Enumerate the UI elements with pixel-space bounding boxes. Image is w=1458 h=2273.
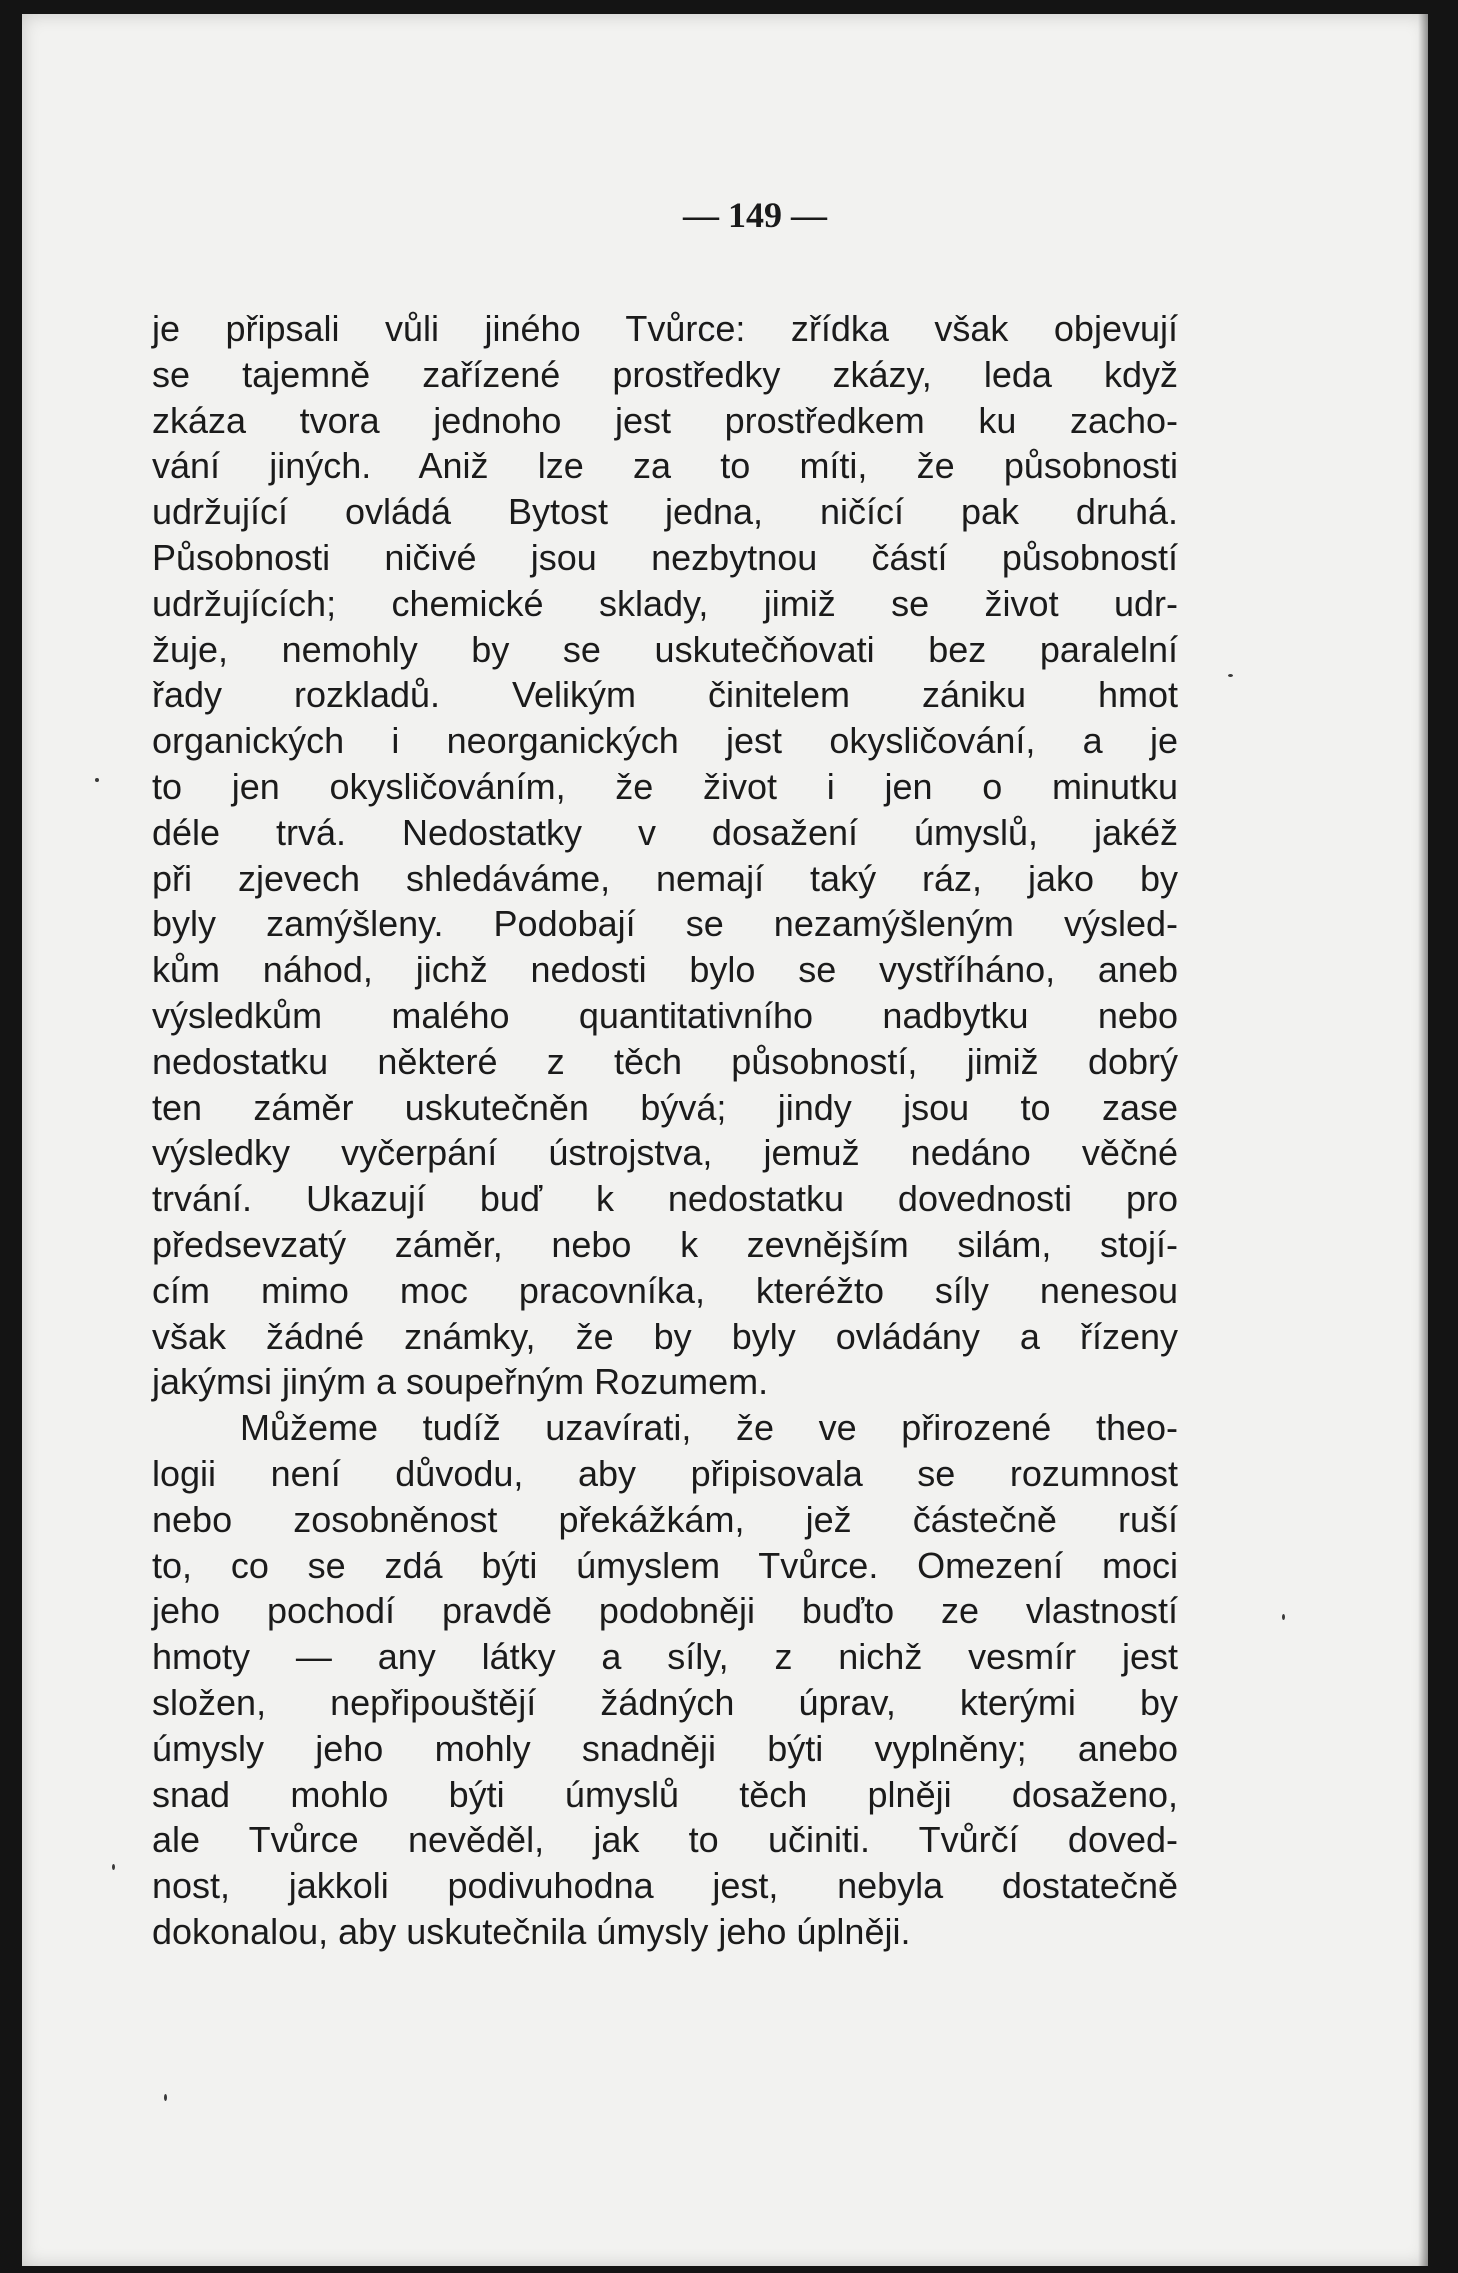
text-line: řady rozkladů. Velikým činitelem zániku hmot [152, 674, 1178, 716]
ink-speck [1228, 674, 1233, 677]
ink-speck [95, 778, 99, 782]
text-line: zkáza tvora jednoho jest prostředkem ku zacho- [152, 399, 1178, 441]
page-edge-shadow [1418, 14, 1428, 2266]
text-line: se tajemně zařízené prostředky zkázy, leda když [152, 353, 1178, 395]
text-line: trvání. Ukazují buď k nedostatku dovednosti pro [152, 1178, 1178, 1220]
text-line: logii není důvodu, aby připisovala se rozumnost [152, 1452, 1178, 1494]
text-line: byly zamýšleny. Podobají se nezamýšleným výsled- [152, 903, 1178, 945]
text-line: složen, nepřipouštějí žádných úprav, kterými by [152, 1681, 1178, 1723]
ink-speck [112, 1864, 115, 1870]
text-line: cím mimo moc pracovníka, kteréžto síly nenesou [152, 1269, 1178, 1311]
text-line: žuje, nemohly by se uskutečňovati bez paralelní [152, 628, 1178, 670]
paragraph-start-line: Můžeme tudíž uzavírati, že ve přirozené theo- [240, 1407, 1178, 1449]
book-page [22, 14, 1428, 2266]
paragraph-end-line: jakýmsi jiným a soupeřným Rozumem. [152, 1361, 769, 1403]
body-text [152, 306, 1178, 1955]
text-line: kům náhod, jichž nedosti bylo se vystříháno, aneb [152, 949, 1178, 991]
text-line: úmysly jeho mohly snadněji býti vyplněny; anebo [152, 1727, 1178, 1769]
page-number: — 149 — [683, 195, 827, 235]
text-line: jeho pochodí pravdě podobněji buďto ze vlastností [152, 1590, 1178, 1632]
text-line: výsledky vyčerpání ústrojstva, jemuž nedáno věčné [152, 1132, 1178, 1174]
text-line: vání jiných. Aniž lze za to míti, že působnosti [152, 445, 1178, 487]
ink-speck [164, 2094, 167, 2101]
text-line: výsledkům malého quantitativního nadbytku nebo [152, 994, 1178, 1036]
ink-speck [1282, 1614, 1285, 1620]
text-line: to, co se zdá býti úmyslem Tvůrce. Omezení moci [152, 1544, 1178, 1586]
text-line: však žádné známky, že by byly ovládány a řízeny [152, 1315, 1178, 1357]
text-line: nebo zosobněnost překážkám, jež částečně ruší [152, 1498, 1178, 1540]
text-line: déle trvá. Nedostatky v dosažení úmyslů, jakéž [152, 811, 1178, 853]
text-line: to jen okysličováním, že život i jen o minutku [152, 765, 1178, 807]
text-line: je připsali vůli jiného Tvůrce: zřídka však objevují [152, 308, 1178, 349]
text-line: ale Tvůrce nevěděl, jak to učiniti. Tvůrčí doved- [152, 1819, 1178, 1861]
text-line: Působnosti ničivé jsou nezbytnou částí působností [152, 536, 1178, 578]
text-line: snad mohlo býti úmyslů těch plněji dosaženo, [152, 1773, 1178, 1815]
text-line: udržujících; chemické sklady, jimiž se život udr- [152, 582, 1178, 624]
text-line: při zjevech shledáváme, nemají taký ráz, jako by [152, 857, 1178, 899]
text-line: organických i neorganických jest okysličování, a je [152, 720, 1178, 762]
text-line: ten záměr uskutečněn bývá; jindy jsou to zase [152, 1086, 1178, 1128]
paragraph-end-line: dokonalou, aby uskutečnila úmysly jeho úplněji. [152, 1910, 911, 1952]
text-line: nedostatku některé z těch působností, jimiž dobrý [152, 1040, 1178, 1082]
text-line: hmoty — any látky a síly, z nichž vesmír jest [152, 1636, 1178, 1678]
text-line: udržující ovládá Bytost jedna, ničící pak druhá. [152, 491, 1178, 533]
text-line: nost, jakkoli podivuhodna jest, nebyla dostatečně [152, 1865, 1178, 1907]
text-line: předsevzatý záměr, nebo k zevnějším silám, stojí- [152, 1223, 1178, 1265]
